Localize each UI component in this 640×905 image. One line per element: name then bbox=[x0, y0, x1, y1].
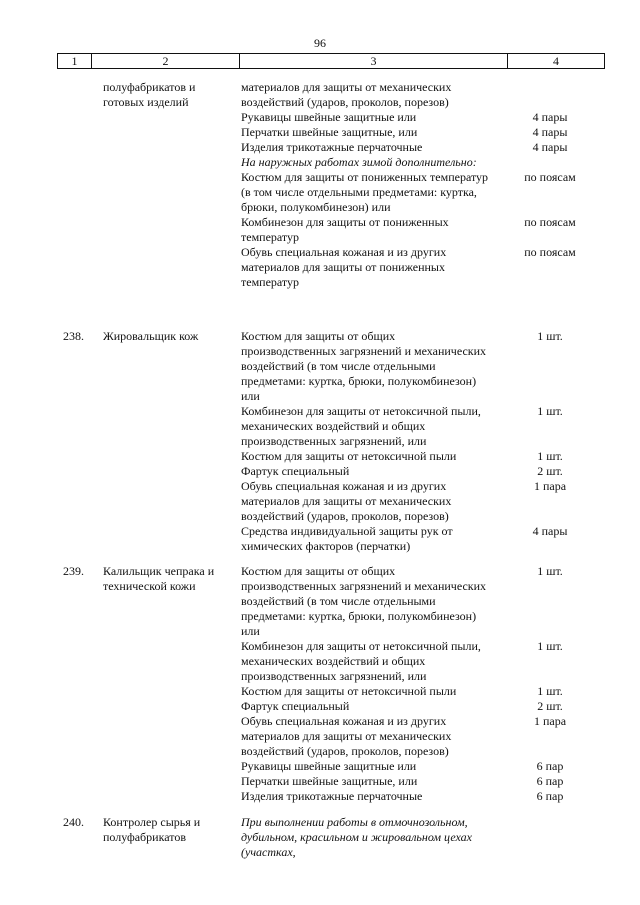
ppe-item-quantity: 4 пары bbox=[532, 110, 568, 124]
ppe-item-text: Обувь специальная кожаная и из других материалов для защиты от пониженных температур bbox=[241, 245, 447, 289]
ppe-item-text: Комбинезон для защиты от пониженных температур bbox=[241, 215, 449, 244]
ppe-item-text: Средства индивидуальной защиты рук от химических факторов (перчатки) bbox=[241, 524, 453, 553]
ppe-item-text: Комбинезон для защиты от нетоксичной пыли, механических воздействий и общих производственных загрязнений, или bbox=[241, 404, 481, 448]
ppe-item bbox=[241, 789, 564, 804]
ppe-list bbox=[241, 564, 567, 804]
column-header-1: 1 bbox=[58, 54, 92, 69]
ppe-item-quantity: 1 шт. bbox=[537, 639, 563, 653]
column-header-3: 3 bbox=[240, 54, 508, 69]
ppe-item bbox=[241, 449, 563, 464]
ppe-item bbox=[241, 140, 568, 155]
ppe-item-quantity: 4 пары bbox=[532, 524, 568, 538]
ppe-list bbox=[241, 80, 576, 290]
ppe-item-text: Фартук специальный bbox=[241, 464, 350, 478]
ppe-item-quantity: по поясам bbox=[524, 215, 576, 229]
ppe-item-quantity: 6 пар bbox=[536, 759, 564, 773]
ppe-item-text: Обувь специальная кожаная и из других материалов для защиты от механических воздействий (ударов, проколов, порезов) bbox=[241, 479, 452, 523]
ppe-item-text: При выполнении работы в отмочнозольном, дубильном, красильном и жировальном цехах (участках, bbox=[241, 815, 473, 859]
ppe-item-quantity: 6 пар bbox=[536, 789, 564, 803]
ppe-item-text: Рукавицы швейные защитные или bbox=[241, 759, 417, 773]
ppe-item bbox=[241, 759, 564, 774]
ppe-item bbox=[241, 80, 491, 110]
ppe-item-text: Перчатки швейные защитные, или bbox=[241, 774, 418, 788]
ppe-list bbox=[241, 815, 491, 860]
ppe-item-quantity: 1 шт. bbox=[537, 684, 563, 698]
ppe-item-text: Костюм для защиты от нетоксичной пыли bbox=[241, 684, 457, 698]
occupation-name: Калильщик чепрака и технической кожи bbox=[103, 564, 215, 593]
ppe-item-text: На наружных работах зимой дополнительно: bbox=[241, 155, 477, 169]
ppe-item bbox=[241, 464, 563, 479]
ppe-item bbox=[241, 684, 563, 699]
ppe-item-text: Изделия трикотажные перчаточные bbox=[241, 789, 423, 803]
ppe-item bbox=[241, 564, 563, 639]
ppe-list bbox=[241, 329, 568, 554]
ppe-item bbox=[241, 639, 563, 684]
ppe-item-text: Костюм для защиты от пониженных температур (в том числе отдельными предметами: куртка, брюки, полукомбинезон) или bbox=[241, 170, 489, 214]
row-number: 238. bbox=[63, 329, 84, 343]
page-number: 96 bbox=[314, 36, 326, 50]
row-number: 240. bbox=[63, 815, 84, 829]
ppe-item-quantity: по поясам bbox=[524, 245, 576, 259]
ppe-item-quantity: 1 пара bbox=[533, 479, 567, 493]
ppe-item-quantity: 1 пара bbox=[533, 714, 567, 728]
ppe-item bbox=[241, 329, 563, 404]
ppe-item-quantity: 1 шт. bbox=[537, 329, 563, 343]
ppe-item bbox=[241, 170, 576, 215]
ppe-item-quantity: 4 пары bbox=[532, 140, 568, 154]
ppe-item bbox=[241, 110, 568, 125]
ppe-item bbox=[241, 479, 567, 524]
ppe-item bbox=[241, 524, 568, 554]
ppe-item-text: Костюм для защиты от общих производственных загрязнений и механических воздействий (в том числе отдельными предметами: куртка, брюки, полукомбинезон) или bbox=[241, 329, 487, 403]
ppe-item bbox=[241, 699, 563, 714]
ppe-item bbox=[241, 714, 567, 759]
ppe-item bbox=[241, 125, 568, 140]
ppe-item-text: Фартук специальный bbox=[241, 699, 350, 713]
ppe-item-quantity: 1 шт. bbox=[537, 564, 563, 578]
ppe-item-subheading bbox=[241, 815, 491, 860]
ppe-item-text: Перчатки швейные защитные, или bbox=[241, 125, 418, 139]
ppe-item-text: Костюм для защиты от общих производственных загрязнений и механических воздействий (в том числе отдельными предметами: куртка, брюки, полукомбинезон) или bbox=[241, 564, 487, 638]
ppe-item-text: Обувь специальная кожаная и из других материалов для защиты от механических воздействий (ударов, проколов, порезов) bbox=[241, 714, 452, 758]
ppe-item-quantity: 6 пар bbox=[536, 774, 564, 788]
ppe-item-text: Комбинезон для защиты от нетоксичной пыли, механических воздействий и общих производственных загрязнений, или bbox=[241, 639, 481, 683]
ppe-item bbox=[241, 245, 576, 290]
occupation-name: Жировальщик кож bbox=[103, 329, 199, 343]
ppe-item-text: Рукавицы швейные защитные или bbox=[241, 110, 417, 124]
ppe-item bbox=[241, 215, 576, 245]
occupation-name: полуфабрикатов и готовых изделий bbox=[103, 80, 196, 109]
ppe-item-text: Изделия трикотажные перчаточные bbox=[241, 140, 423, 154]
occupation-name: Контролер сырья и полуфабрикатов bbox=[103, 815, 201, 844]
ppe-item-quantity: 1 шт. bbox=[537, 449, 563, 463]
column-header-table bbox=[57, 53, 605, 69]
ppe-item-quantity: 2 шт. bbox=[537, 699, 563, 713]
ppe-item-quantity: 4 пары bbox=[532, 125, 568, 139]
column-header-2: 2 bbox=[92, 54, 240, 69]
ppe-item bbox=[241, 404, 563, 449]
ppe-item bbox=[241, 774, 564, 789]
ppe-item-subheading bbox=[241, 155, 491, 170]
column-header-4: 4 bbox=[508, 54, 605, 69]
ppe-item-quantity: 1 шт. bbox=[537, 404, 563, 418]
ppe-item-text: Костюм для защиты от нетоксичной пыли bbox=[241, 449, 457, 463]
ppe-item-text: материалов для защиты от механических воздействий (ударов, проколов, порезов) bbox=[241, 80, 452, 109]
ppe-item-quantity: по поясам bbox=[524, 170, 576, 184]
ppe-item-quantity: 2 шт. bbox=[537, 464, 563, 478]
row-number: 239. bbox=[63, 564, 84, 578]
